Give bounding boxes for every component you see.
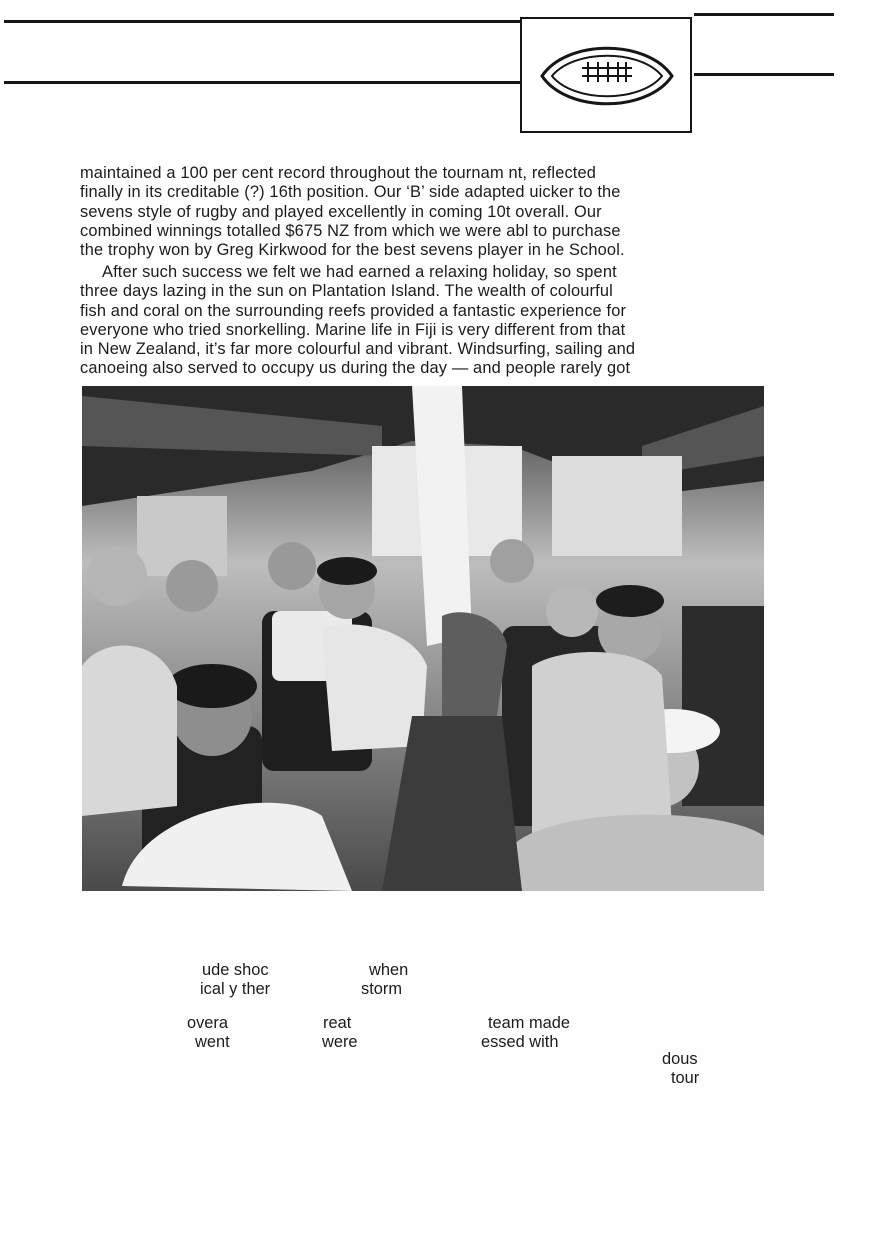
text-line: fish and coral on the surrounding reefs provided a fantastic experience for <box>80 301 627 320</box>
header-rule-bottom-left <box>4 81 520 84</box>
text-fragment: dous <box>662 1050 698 1068</box>
text-line: the trophy won by Greg Kirkwood for the best sevens player in he School. <box>80 241 625 260</box>
text-fragment: ical y ther <box>200 980 271 998</box>
text-fragment: were <box>322 1033 358 1051</box>
header-rule-bottom-right <box>694 73 834 76</box>
text-line: three days lazing in the sun on Plantation Island. The wealth of colourful <box>80 282 613 301</box>
text-fragment: reat <box>323 1014 352 1032</box>
rugby-ball-icon <box>522 19 694 135</box>
paragraph-tournament-results <box>80 164 760 260</box>
text-line: finally in its creditable (?) 16th position. Our ‘B’ side adapted uicker to the <box>80 183 621 202</box>
paragraph-plantation-island <box>80 263 760 379</box>
text-line: maintained a 100 per cent record throughout the tournam nt, reflected <box>80 164 597 182</box>
text-line: everyone who tried snorkelling. Marine life in Fiji is very different from that <box>80 320 626 339</box>
text-fragment: tour <box>671 1069 700 1087</box>
bus-photo-illustration <box>82 386 764 891</box>
header-rule-top-left <box>4 20 520 23</box>
text-fragment: essed with <box>481 1033 559 1051</box>
text-fragment: ude shoc <box>202 961 269 979</box>
text-fragment: team made <box>488 1014 570 1032</box>
text-line: sevens style of rugby and played excellently in coming 10t overall. Our <box>80 202 602 221</box>
bus-photo <box>82 386 764 891</box>
header-rule-top-right <box>694 13 834 16</box>
text-fragment: storm <box>361 980 402 998</box>
text-line: canoeing also served to occupy us during the day — and people rarely got <box>80 359 631 378</box>
text-line: in New Zealand, it’s far more colourful and vibrant. Windsurfing, sailing and <box>80 340 636 359</box>
text-fragment: when <box>369 961 409 979</box>
text-fragment: overa <box>187 1014 229 1032</box>
section-emblem <box>520 17 692 133</box>
text-fragment: went <box>195 1033 230 1051</box>
text-line: combined winnings totalled $675 NZ from which we were abl to purchase <box>80 221 621 240</box>
text-line: After such success we felt we had earned a relaxing holiday, so spent <box>102 263 617 281</box>
